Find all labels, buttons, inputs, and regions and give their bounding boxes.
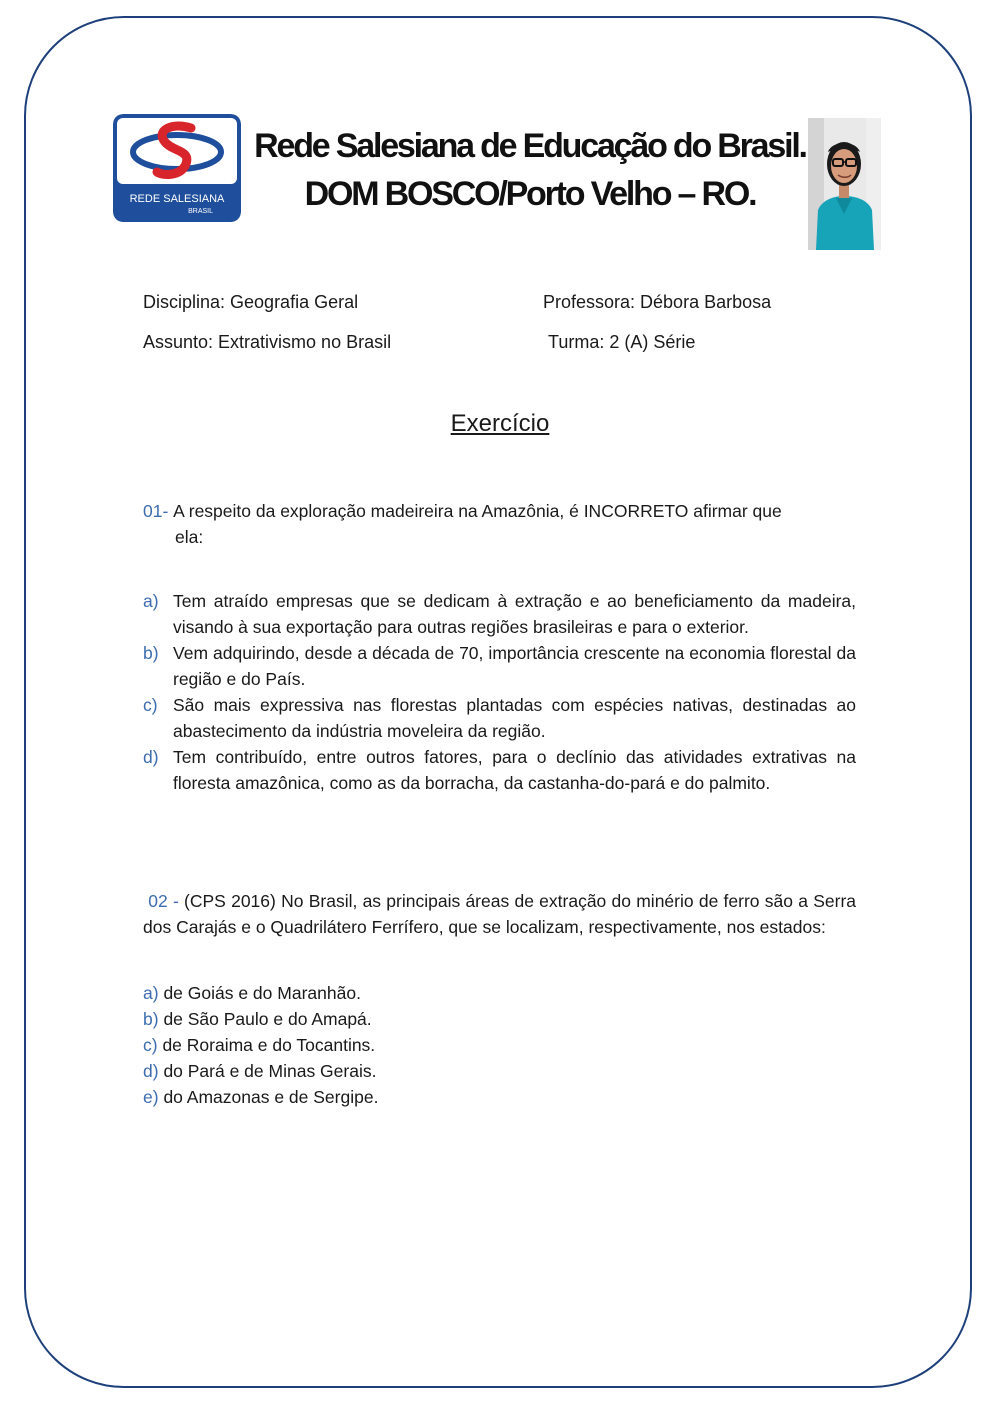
option-letter: c)	[143, 695, 158, 715]
question-2-option-d[interactable]	[143, 1058, 643, 1084]
option-letter: b)	[143, 1009, 159, 1029]
option-text: Vem adquirindo, desde a década de 70, importância crescente na economia florestal da região e do País.	[173, 643, 856, 689]
option-text: do Pará e de Minas Gerais.	[163, 1061, 377, 1081]
question-1-options	[143, 588, 856, 796]
question-1-option-b[interactable]	[143, 640, 856, 692]
teacher-photo	[808, 118, 881, 250]
option-letter: a)	[143, 983, 159, 1003]
question-2-options	[143, 980, 643, 1110]
question-2-number: 02 -	[148, 891, 179, 911]
title-line-2: DOM BOSCO/Porto Velho – RO.	[304, 175, 756, 213]
question-1	[143, 498, 863, 550]
school-title	[230, 122, 830, 218]
question-1-number: 01-	[143, 501, 169, 521]
option-text: de Roraima e do Tocantins.	[162, 1035, 376, 1055]
option-text: Tem atraído empresas que se dedicam à extração e ao beneficiamento da madeira, visando à sua exportação para outras regiões brasileiras e para o exterior.	[173, 591, 856, 637]
question-1-text-line1: A respeito da exploração madeireira na Amazônia, é INCORRETO afirmar que	[173, 501, 782, 521]
logo-text-main: REDE SALESIANA	[129, 193, 225, 205]
option-text: de São Paulo e do Amapá.	[163, 1009, 372, 1029]
question-2-text: (CPS 2016) No Brasil, as principais áreas de extração do minério de ferro são a Serra dos Carajás e o Quadrilátero Ferrífero, que se localizam, respectivamente, nos estados:	[143, 891, 857, 937]
class-label: Turma: 2 (A) Série	[548, 332, 696, 352]
subject-label: Assunto: Extrativismo no Brasil	[143, 332, 392, 352]
option-letter: c)	[143, 1035, 158, 1055]
question-1-option-a[interactable]	[143, 588, 856, 640]
option-letter: d)	[143, 747, 159, 767]
question-2-option-c[interactable]	[143, 1032, 643, 1058]
question-1-option-c[interactable]	[143, 692, 856, 744]
option-text: São mais expressiva nas florestas plantadas com espécies nativas, destinadas ao abastecimento da indústria moveleira da região.	[173, 695, 856, 741]
option-text: do Amazonas e de Sergipe.	[163, 1087, 379, 1107]
rede-salesiana-logo	[113, 114, 241, 222]
option-text: de Goiás e do Maranhão.	[163, 983, 361, 1003]
question-2-option-b[interactable]	[143, 1006, 643, 1032]
title-line-1: Rede Salesiana de Educação do Brasil.	[254, 127, 806, 165]
option-text: Tem contribuído, entre outros fatores, para o declínio das atividades extrativas na floresta amazônica, como as da borracha, da castanha-do-pará e do palmito.	[173, 747, 856, 793]
option-letter: d)	[143, 1061, 159, 1081]
logo-text-sub: BRASIL	[188, 208, 213, 215]
question-1-option-d[interactable]	[143, 744, 856, 796]
option-letter: a)	[143, 591, 159, 611]
option-letter: e)	[143, 1087, 159, 1107]
exercise-heading: Exercício	[450, 410, 550, 437]
discipline-label: Disciplina: Geografia Geral	[143, 292, 359, 312]
question-1-text-line2: ela:	[175, 527, 204, 547]
question-2-option-a[interactable]	[143, 980, 643, 1006]
question-2-option-e[interactable]	[143, 1084, 643, 1110]
option-letter: b)	[143, 643, 159, 663]
question-2	[143, 888, 856, 940]
teacher-label: Professora: Débora Barbosa	[543, 292, 772, 312]
